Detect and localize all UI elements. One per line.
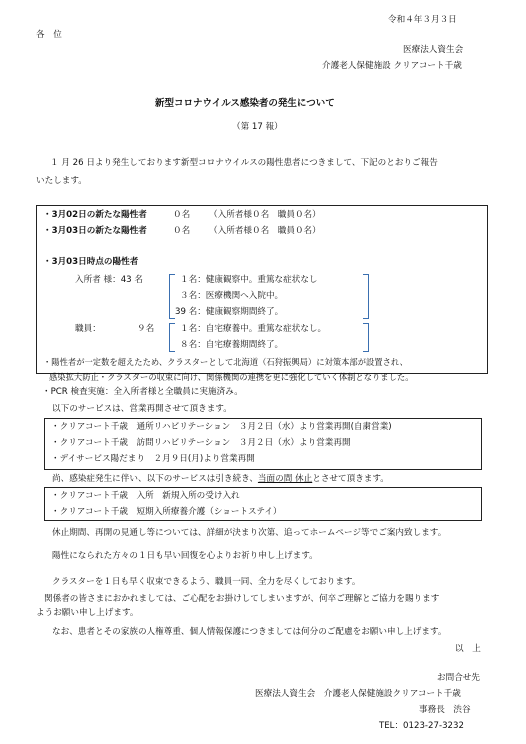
suspend-notice: 尚、感染症発生に伴い、以下のサービスは引き続き、当面の間 休止とさせて頂きます。 — [52, 474, 389, 484]
staff-bracket-right — [363, 323, 369, 352]
service-item: ・クリアコート千歳 通所リハビリテーション ３月２日（水）より営業再開(自粛営業) — [51, 422, 392, 432]
staff-bracket-left — [169, 323, 175, 352]
suspend-underlined: 当面の間 休止 — [257, 474, 313, 484]
status-heading: ・3月03日時点の陽性者 — [43, 257, 139, 267]
service-item: ・デイサービス陽だまり ２月９日(月)より営業再開 — [51, 454, 255, 464]
residents-bracket-right — [363, 274, 369, 319]
new-cases-label-1: ・3月02日の新たな陽性者 — [43, 210, 147, 220]
new-cases-count-1: ０名 — [173, 210, 191, 220]
contact-label: お問合せ先 — [437, 673, 480, 683]
closing-p2: 陽性になられた方々の１日も早い回復を心よりお祈り申し上げます。 — [52, 551, 318, 561]
intro-line-1: １ 月 26 日より発生しております新型コロナウイルスの陽性患者につきまして、下記のとおりご報告 — [50, 158, 438, 168]
page-title: 新型コロナウイルス感染者の発生について — [155, 98, 335, 109]
staff-item: １名：自宅療養中。重篤な症状なし。 — [180, 324, 327, 334]
suspended-services-box — [44, 487, 482, 521]
facility-name: 介護老人保健施設 クリアコート千歳 — [322, 61, 462, 71]
residents-item: 39 名：健康観察期間終了。 — [175, 307, 284, 317]
pcr-line: ・PCR 検査実施：全入所者様と全職員に実施済み。 — [42, 387, 243, 397]
report-number: （第 17 報） — [232, 122, 283, 132]
contact-org: 医療法人資生会 介護老人保健施設クリアコート千歳 — [255, 689, 461, 699]
cluster-line-2: 感染拡大防止・クラスターの収束に向け、関係機関の連携を更に強化していく体制となりました。 — [49, 372, 414, 382]
contact-tel: TEL：0123-27-3232 — [379, 721, 464, 731]
closing-p5: なお、患者とその家族の人権尊重、個人情報保護につきましては何分のご配慮をお願い申し上げます。 — [52, 627, 447, 637]
residents-item: １名：健康観察中。重篤な症状なし — [180, 275, 318, 285]
closing-p1: 休止期間、再開の見通し等については、詳細が決まり次第、追ってホームページ等でご案内致します。 — [52, 528, 447, 538]
suspended-item: ・クリアコート千歳 短期入所療養介護（ショートステイ） — [51, 507, 282, 517]
contact-person: 事務長 渋谷 — [419, 705, 471, 715]
suspended-item: ・クリアコート千歳 入所 新規入所の受け入れ — [51, 491, 240, 501]
service-item: ・クリアコート千歳 訪問リハビリテーション ３月２日（水）より営業再開 — [51, 438, 351, 448]
closing-end: 以 上 — [455, 644, 481, 654]
resumed-services-box — [44, 418, 482, 470]
date: 令和４年３月３日 — [388, 15, 457, 25]
staff-count: ９名 — [137, 324, 155, 334]
new-cases-detail-2: （入所者様０名 職員０名） — [209, 226, 321, 236]
residents-item: ３名：医療機関へ入院中。 — [180, 291, 284, 301]
closing-p4-line-1: 関係者の皆さまにおかれましては、ご心配をお掛けしてしまいますが、何卒ご理解とご協力を賜ります — [44, 594, 440, 604]
services-intro: 以下のサービスは、営業再開させて頂きます。 — [52, 404, 232, 414]
staff-item: ８名：自宅療養期間終了。 — [180, 340, 284, 350]
addressee: 各 位 — [36, 30, 62, 40]
new-cases-label-2: ・3月03日の新たな陽性者 — [43, 226, 147, 236]
closing-p4-line-2: ようお願い申し上げます。 — [36, 608, 139, 618]
staff-label: 職員： — [75, 324, 101, 334]
new-cases-count-2: ０名 — [173, 226, 191, 236]
intro-line-2: いたします。 — [36, 176, 87, 186]
cluster-line-1: ・陽性者が一定数を超えたため、クラスターとして北海道（石狩振興局）に対策本部が設置され、 — [43, 357, 408, 367]
status-box — [36, 205, 488, 382]
closing-p3: クラスターを１日も早く収束できるよう、職員一同、全力を尽くしております。 — [52, 577, 361, 587]
new-cases-detail-1: （入所者様０名 職員０名） — [209, 210, 321, 220]
residents-label: 入所者 様：43 名 — [75, 275, 143, 285]
org-name: 医療法人資生会 — [403, 45, 464, 55]
